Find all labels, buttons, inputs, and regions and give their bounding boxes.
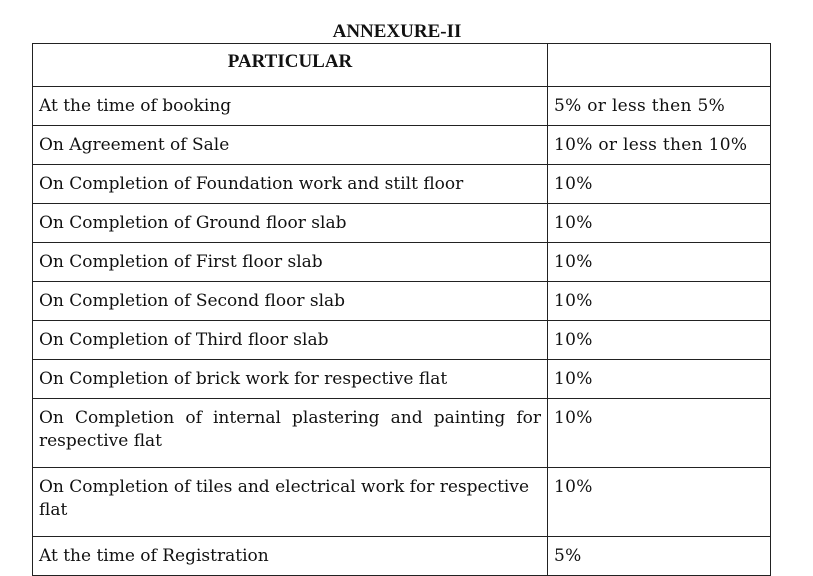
table-row xyxy=(33,243,771,282)
header-amount xyxy=(548,44,771,87)
row-particular: On Completion of Third floor slab xyxy=(33,321,548,360)
row-amount: 10% xyxy=(548,468,771,537)
row-particular: On Agreement of Sale xyxy=(33,126,548,165)
table-row xyxy=(33,399,771,468)
row-amount: 10% xyxy=(548,243,771,282)
payment-schedule-table xyxy=(32,43,771,576)
table-row xyxy=(33,204,771,243)
row-particular: At the time of booking xyxy=(33,87,548,126)
row-amount: 5% or less then 5% xyxy=(548,87,771,126)
row-amount: 10% xyxy=(548,165,771,204)
row-particular: On Completion of brick work for respective flat xyxy=(33,360,548,399)
table-row xyxy=(33,87,771,126)
table-row xyxy=(33,537,771,576)
row-amount: 10% xyxy=(548,282,771,321)
row-particular: On Completion of tiles and electrical work for respective flat xyxy=(33,468,548,537)
row-particular: On Completion of Ground floor slab xyxy=(33,204,548,243)
table-row xyxy=(33,468,771,537)
table-row xyxy=(33,126,771,165)
row-particular: On Completion of internal plastering and painting for respective flat xyxy=(33,399,548,468)
row-amount: 10% xyxy=(548,360,771,399)
row-amount: 5% xyxy=(548,537,771,576)
row-amount: 10% xyxy=(548,204,771,243)
document-title: ANNEXURE-II xyxy=(332,21,462,42)
header-particular: PARTICULAR xyxy=(33,44,548,87)
row-amount: 10% xyxy=(548,399,771,468)
row-amount: 10% xyxy=(548,321,771,360)
row-particular: On Completion of Foundation work and stilt floor xyxy=(33,165,548,204)
table-row xyxy=(33,321,771,360)
row-particular: At the time of Registration xyxy=(33,537,548,576)
table-header-row xyxy=(33,44,771,87)
row-particular: On Completion of First floor slab xyxy=(33,243,548,282)
table-row xyxy=(33,360,771,399)
row-particular: On Completion of Second floor slab xyxy=(33,282,548,321)
row-amount: 10% or less then 10% xyxy=(548,126,771,165)
table-row xyxy=(33,282,771,321)
table-row xyxy=(33,165,771,204)
